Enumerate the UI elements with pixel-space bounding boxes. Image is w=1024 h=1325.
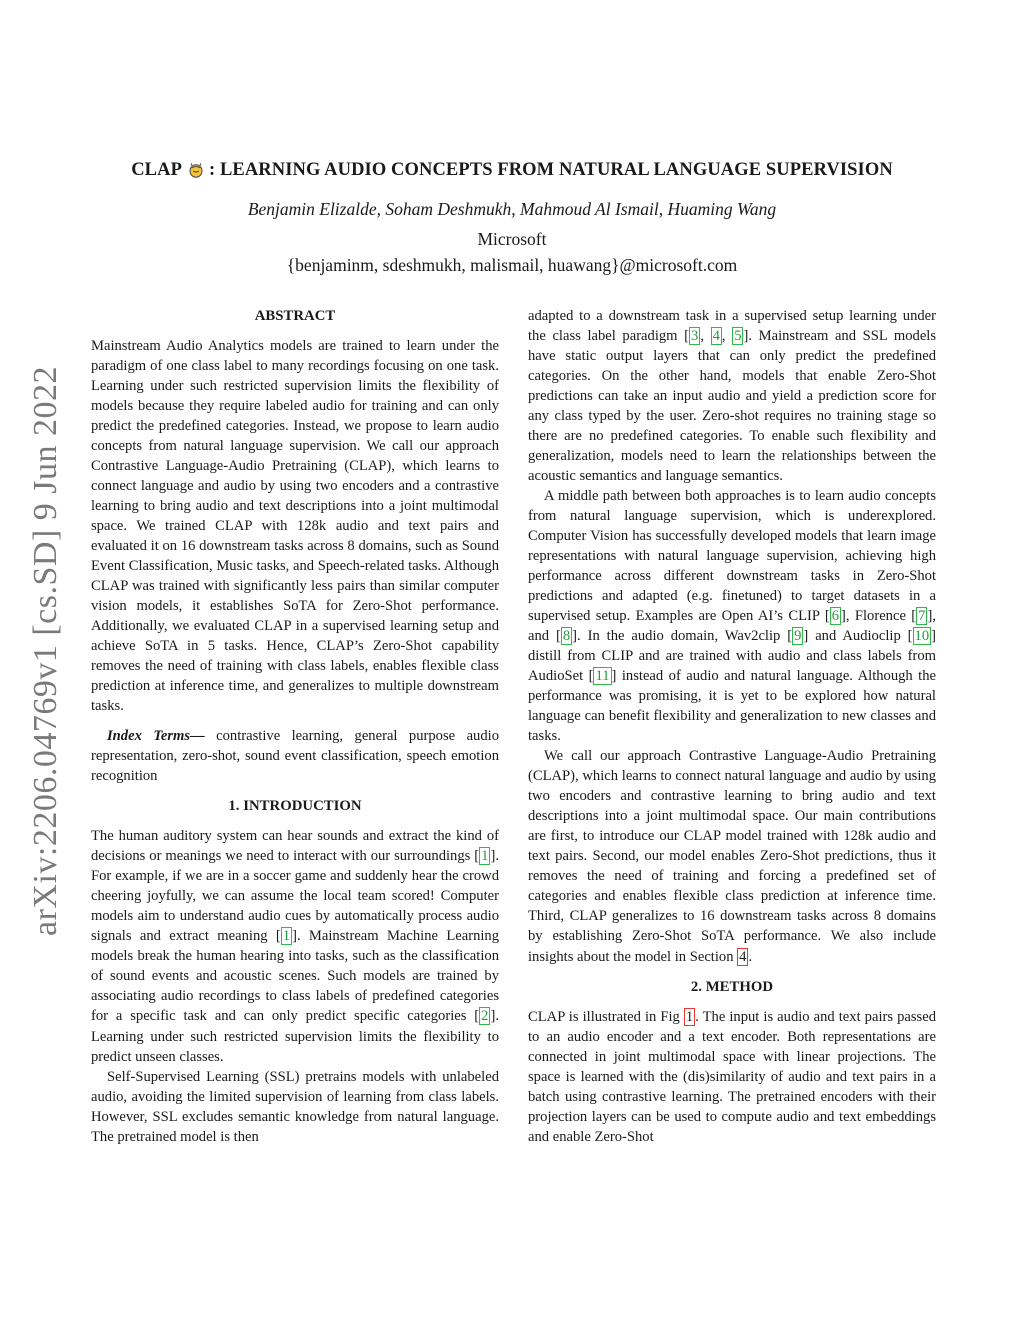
intro-paragraph-4: A middle path between both approaches is to learn audio concepts from natural language supervision, which is underexplored. Computer Vision has successfully developed models that learn image representations with natural language supervision, achieving high performance across different downstream tasks in Zero-Shot predictions and adapted (e.g. finetuned) to target datasets in a supervised setup. Examples are Open AI’s CLIP [ 6 ], Florence [ 7 ], and [ 8 ]. In the audio domain, Wav2clip [ 9 ] and Audioclip [ 10 ] distill from CLIP and are trained with audio and class labels from AudioSet [ 11 ] instead of audio and natural language. Although the performance was promising, it is yet to be explored how natural language can benefit flexibility and generalization to new classes and tasks. [528, 488, 937, 745]
citation-link[interactable]: 5 [734, 328, 742, 345]
citation-link[interactable]: 4 [712, 328, 720, 345]
citation-link[interactable]: 11 [595, 668, 610, 685]
citation-link[interactable]: 2 [481, 1008, 489, 1025]
clapping-hands-icon [188, 162, 204, 178]
left-column [91, 306, 499, 1147]
index-terms [91, 726, 499, 786]
citation-link[interactable]: 1 [282, 928, 291, 945]
title-main: : LEARNING AUDIO CONCEPTS FROM NATURAL LANGUAGE SUPERVISION [208, 160, 893, 180]
intro-paragraph-1: The human auditory system can hear sounds and extract the kind of decisions or meanings we need to interact with our surroundings [ 1 ]. For example, if we are in a soccer game and suddenly hear the crowd cheering joyfully, we can assume the local team scored! Computer models aim to understand audio cues by automatically process audio signals and extract meaning [ 1 ]. Mainstream Machine Learning models break the human hearing into tasks, such as the classification of sound events and acoustic scenes. Such models are trained by associating audio recordings to class labels of predefined categories for a specific task and can only predict specific categories [ 2 ]. Learning under such restricted supervision limits the flexibility to predict unseen classes. [91, 828, 500, 1065]
affiliation: Microsoft [477, 229, 547, 249]
figure-reference-link[interactable]: 1 [685, 1008, 694, 1025]
author-list: Benjamin Elizalde, Soham Deshmukh, Mahmoud Al Ismail, Huaming Wang [247, 199, 777, 219]
citation-link[interactable]: 10 [914, 628, 930, 645]
intro-paragraph-5: We call our approach Contrastive Language-Audio Pretraining (CLAP), which learns to connect natural language and audio by using two encoders and contrastive learning to bring audio and text descriptions into a joint multimodal space. Our main contributions are first, to introduce our CLAP model trained with 128k audio and text pairs. Second, our model enables Zero-Shot predictions, thus it removes the need of training and forcing a predefined set of categories and enables flexible class prediction at inference time. Third, CLAP generalizes to 16 downstream tasks across 8 domains by establishing Zero-Shot SoTA performance. We also include insights about the model in Section 4 . [528, 748, 936, 965]
citation-link[interactable]: 7 [918, 608, 926, 625]
paper-header [80, 158, 944, 277]
index-terms-label: Index Terms— [107, 728, 205, 745]
paper-title [80, 158, 944, 182]
arxiv-identifier [26, 365, 66, 937]
author-emails: {benjaminm, sdeshmukh, malismail, huawang}@microsoft.com [286, 255, 738, 275]
introduction-heading: 1. INTRODUCTION [228, 798, 362, 815]
citation-link[interactable]: 3 [691, 328, 699, 345]
citation-link[interactable]: 6 [831, 608, 839, 625]
title-prefix: CLAP [131, 160, 182, 180]
method-heading: 2. METHOD [690, 978, 774, 995]
citation-link[interactable]: 9 [794, 628, 802, 645]
intro-paragraph-3: adapted to a downstream task in a supervised setup learning under the class label paradigm [ 3 , 4 , 5 ]. Mainstream and SSL models have static output layers that can only predict the predefined categories. On the other hand, models that enable Zero-Shot predictions can take an input audio and yield a prediction score for any class typed by the user. Zero-shot requires no training stage so there are no predefined categories. To enable such flexibility and generalization, models need to learn the relationships between the acoustic semantics and language semantics. [528, 308, 937, 485]
section-reference-link[interactable]: 4 [739, 948, 747, 965]
abstract-text: Mainstream Audio Analytics models are trained to learn under the paradigm of one class label to many recordings focusing on one task. Learning under such restricted supervision limits the flexibility of models because they require labeled audio for training and can only predict the predefined categories. Instead, we propose to learn audio concepts from natural language supervision. We call our approach Contrastive Language-Audio Pretraining (CLAP), which learns to connect language and audio by using two encoders and a contrastive learning to bring audio and text descriptions into a joint multimodal space. We trained CLAP with 128k audio and text pairs and evaluated it on 16 downstream tasks across 8 domains, such as Sound Event Classification, Music tasks, and Speech-related tasks. Although CLAP was trained with significantly less pairs than similar computer vision models, it establishes SoTA for Zero-Shot performance. Additionally, we evaluated CLAP in a supervised learning setup and achieve SoTA in 5 tasks. Hence, CLAP’s Zero-Shot capability removes the need of training with class labels, enables flexible class prediction at inference time, and generalizes to multiple downstream tasks. [91, 338, 499, 715]
arxiv-id-text: arXiv:2206.04769v1 [cs.SD] 9 Jun 2022 [27, 365, 64, 937]
intro-paragraph-2: Self-Supervised Learning (SSL) pretrains models with unlabeled audio, avoiding the limited supervision of learning from class labels. However, SSL excludes semantic knowledge from natural language. The pretrained model is then [91, 1068, 499, 1145]
index-terms-text: contrastive learning, general purpose audio representation, zero-shot, sound event classification, speech emotion recognition [91, 728, 499, 785]
method-paragraph-1: CLAP is illustrated in Fig 1 . The input is audio and text pairs passed to an audio encoder and a text encoder. Both representations are connected in joint multimodal space with linear projections. The space is learned with the (dis)similarity of audio and text pairs in a batch using contrastive learning. The pretrained encoders with their projection layers can be used to compute audio and text embeddings and enable Zero-Shot [528, 1008, 936, 1145]
abstract-heading: ABSTRACT [254, 308, 336, 324]
citation-link[interactable]: 8 [562, 628, 571, 645]
right-column [528, 306, 936, 1147]
citation-link[interactable]: 1 [481, 848, 489, 865]
